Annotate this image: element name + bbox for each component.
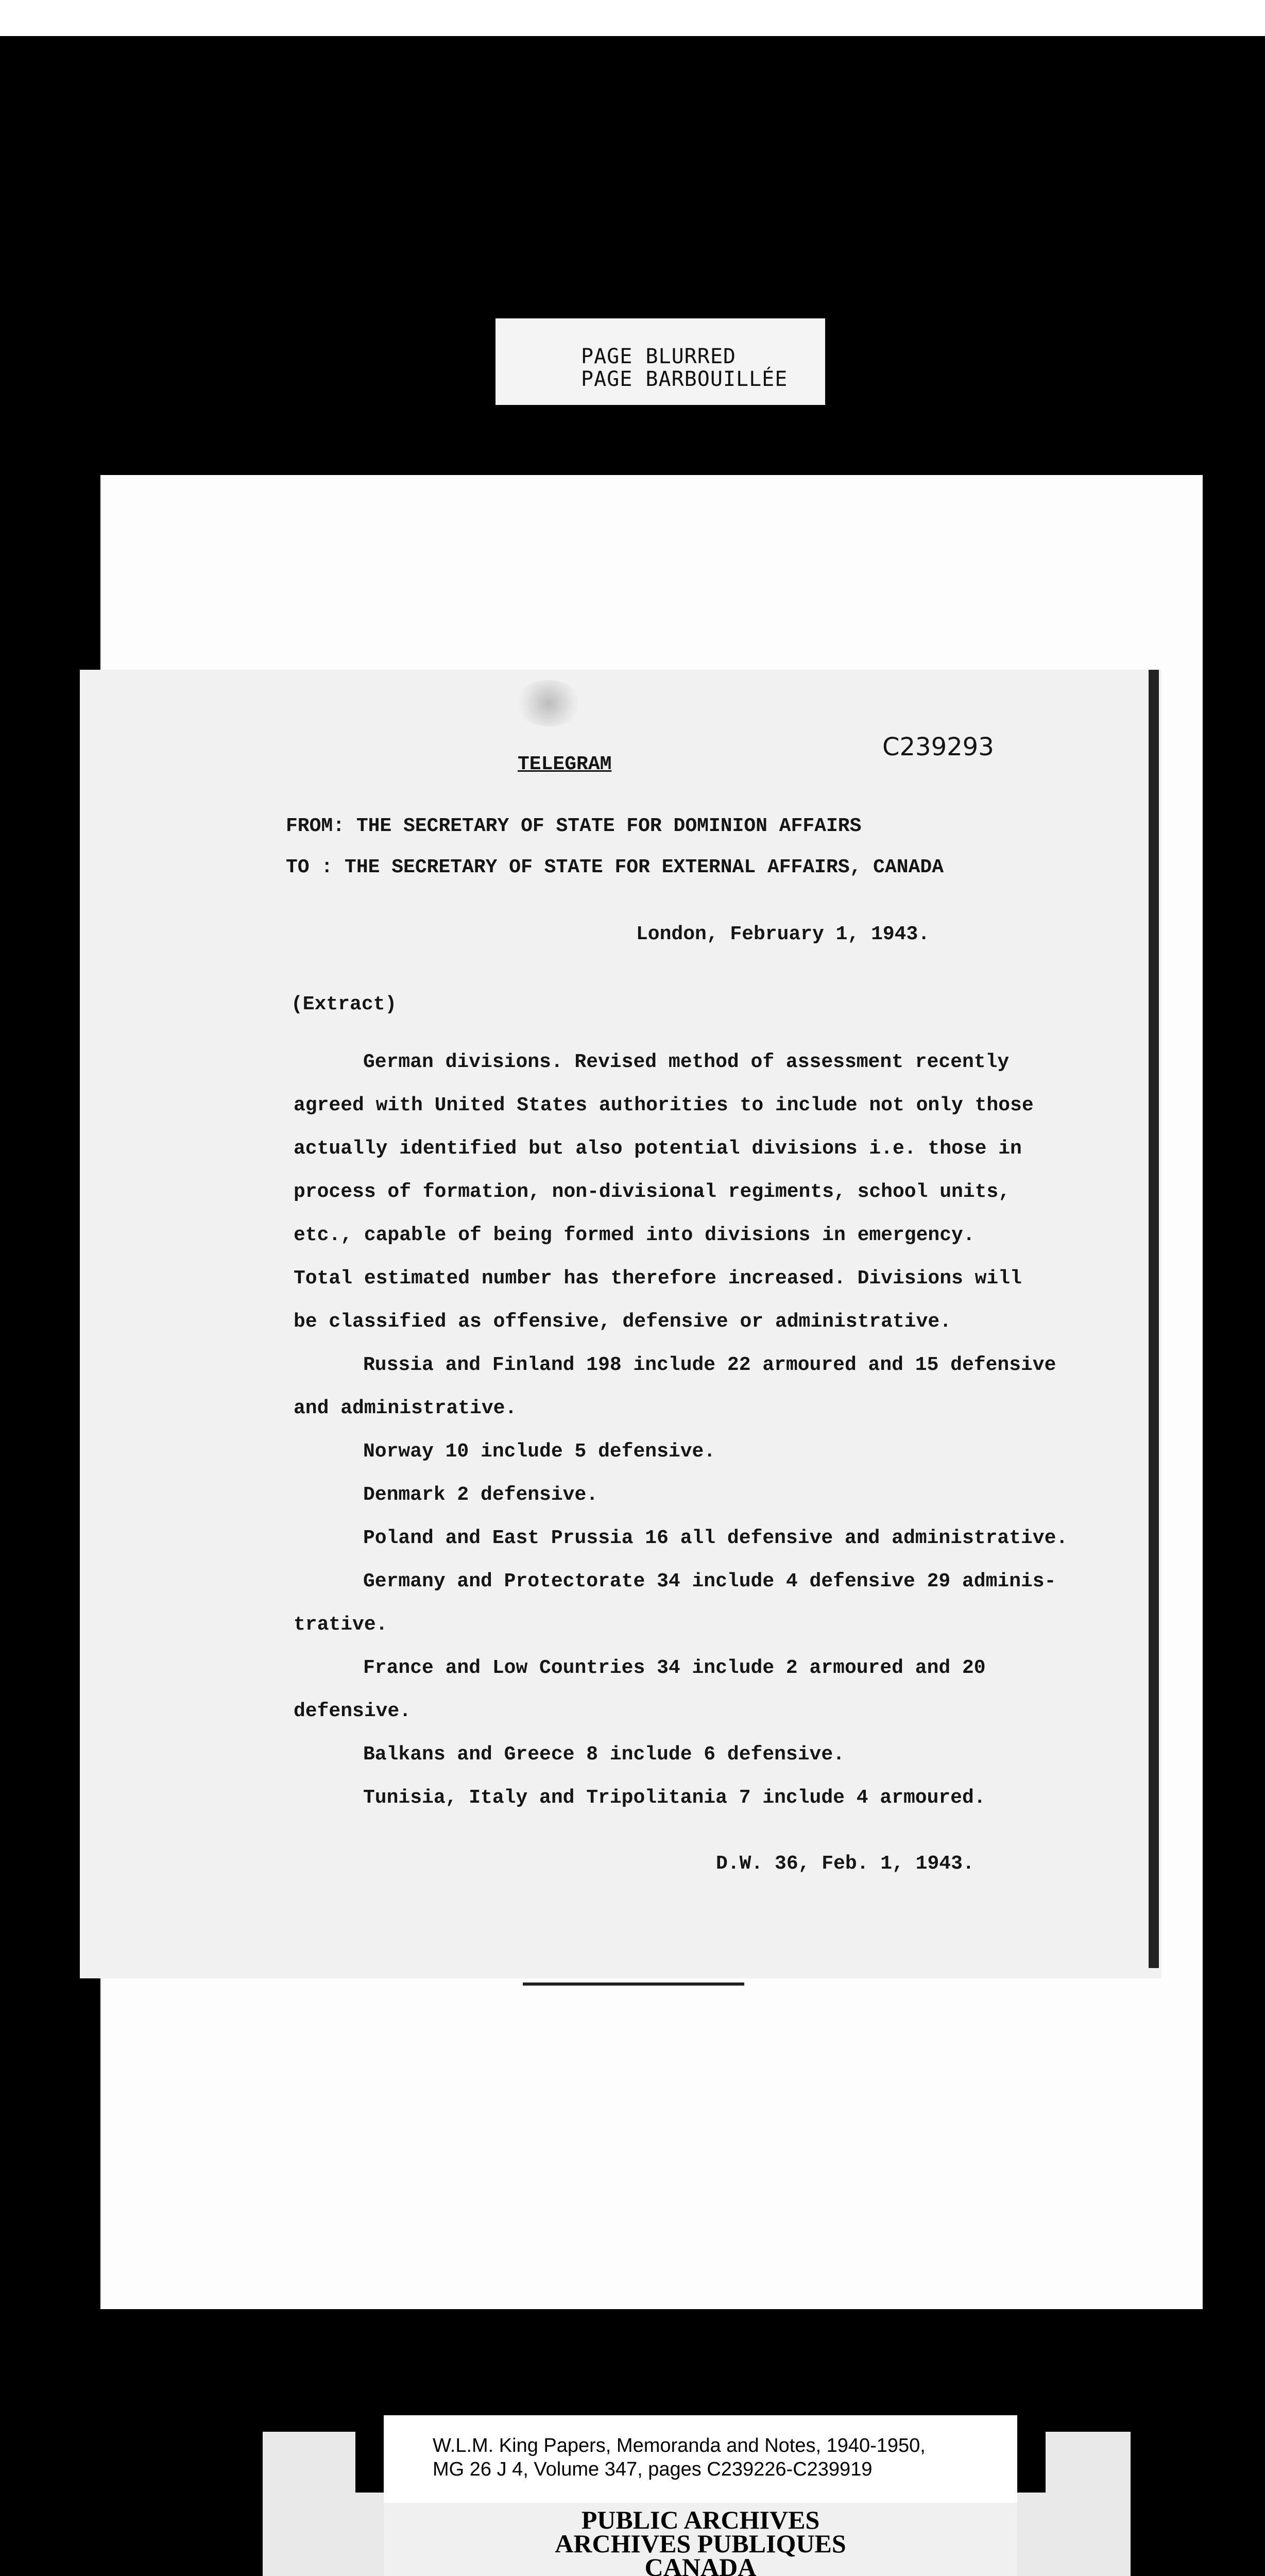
- body-line: actually identified but also potential divisions i.e. those in: [294, 1138, 1022, 1160]
- body-line: Tunisia, Italy and Tripolitania 7 include 4 armoured.: [363, 1787, 986, 1809]
- stamp-line-english: PAGE BLURRED: [581, 345, 736, 368]
- body-line: defensive.: [294, 1700, 412, 1722]
- top-strip: [0, 0, 1265, 36]
- body-line: Norway 10 include 5 defensive.: [363, 1440, 716, 1463]
- body-line: agreed with United States authorities to include not only those: [294, 1094, 1034, 1116]
- reference-line: D.W. 36, Feb. 1, 1943.: [716, 1853, 975, 1875]
- body-line: be classified as offensive, defensive or administrative.: [294, 1311, 952, 1333]
- label-tab-right: [1017, 2415, 1046, 2493]
- archives-line-country: CANADA: [644, 2553, 757, 2576]
- body-line: Germany and Protectorate 34 include 4 defensive 29 adminis-: [363, 1570, 1056, 1592]
- from-line: FROM: THE SECRETARY OF STATE FOR DOMINION AFFAIRS: [286, 815, 862, 837]
- collection-label: [384, 2415, 1017, 2503]
- archives-line-english: PUBLIC ARCHIVES: [581, 2505, 820, 2534]
- body-line: process of formation, non-divisional regiments, school units,: [294, 1181, 1011, 1203]
- archives-stamp: [384, 2503, 1017, 2576]
- body-line: France and Low Countries 34 include 2 armoured and 20: [363, 1657, 986, 1679]
- sheet-edge: [1149, 670, 1159, 1968]
- telegram-title: TELEGRAM: [518, 753, 612, 775]
- body-line: Denmark 2 defensive.: [363, 1484, 599, 1506]
- collection-label-line: MG 26 J 4, Volume 347, pages C239226-C239919: [433, 2459, 873, 2480]
- document-number: C239293: [882, 733, 994, 761]
- collection-label-line: W.L.M. King Papers, Memoranda and Notes, 1940-1950,: [433, 2435, 926, 2456]
- body-line: Balkans and Greece 8 include 6 defensive.: [363, 1743, 845, 1766]
- page-blurred-stamp: [495, 318, 825, 405]
- punch-mark: [515, 680, 582, 726]
- body-line: Poland and East Prussia 16 all defensive and administrative.: [363, 1527, 1068, 1549]
- sheet-bottom-rule: [523, 1982, 744, 1986]
- body-line: and administrative.: [294, 1397, 517, 1419]
- body-line: etc., capable of being formed into divisions in emergency.: [294, 1224, 975, 1246]
- body-line: Russia and Finland 198 include 22 armoured and 15 defensive: [363, 1354, 1056, 1376]
- body-line: trative.: [294, 1614, 388, 1636]
- dateline: London, February 1, 1943.: [636, 923, 930, 945]
- to-line: TO : THE SECRETARY OF STATE FOR EXTERNAL AFFAIRS, CANADA: [286, 856, 944, 878]
- body-line: German divisions. Revised method of assessment recently: [363, 1051, 1010, 1073]
- stamp-line-french: PAGE BARBOUILLÉE: [581, 367, 788, 391]
- label-tab-left: [355, 2415, 384, 2493]
- archives-line-french: ARCHIVES PUBLIQUES: [555, 2529, 846, 2558]
- extract-label: (Extract): [291, 993, 397, 1015]
- body-line: Total estimated number has therefore increased. Divisions will: [294, 1267, 1022, 1290]
